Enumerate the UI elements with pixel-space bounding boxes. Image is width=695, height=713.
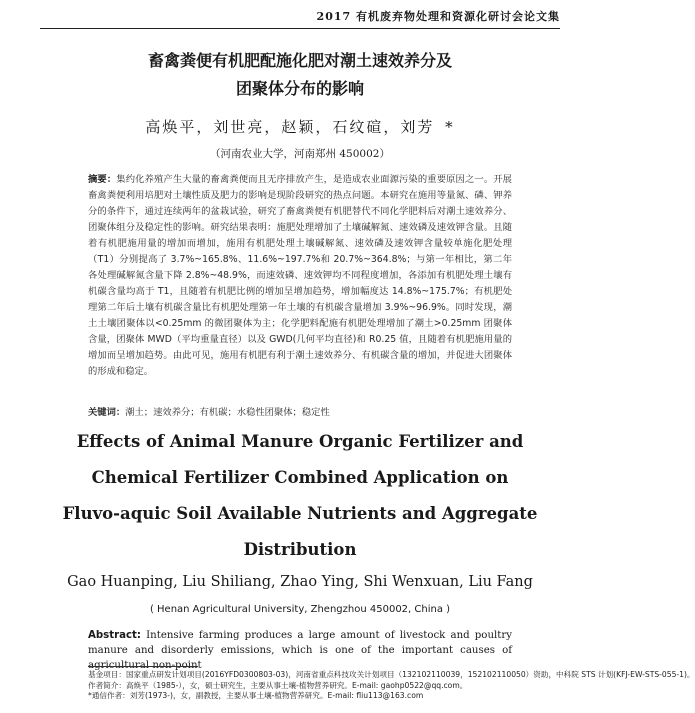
chinese-title-line-1: 畜禽粪便有机肥配施化肥对潮土速效养分及: [147, 51, 452, 70]
chinese-abstract: [88, 172, 512, 380]
chinese-keywords-text: 潮土；速效养分；有机碳；水稳性团聚体；稳定性: [125, 407, 330, 418]
footnote-fund: 基金项目：国家重点研发计划项目(2016YFD0300803-03)，河南省重点科技攻关计划项目（132102110039，152102110050）资助，中科院 STS 计划(KFJ-EW-STS-055-1)。: [88, 670, 695, 679]
footnote-author: 作者简介：高焕平（1985-），女，硕士研究生，主要从事土壤-植物营养研究。E-mail: gaohp0522@qq.com。: [88, 680, 468, 690]
chinese-keywords-label: 关键词：: [88, 407, 126, 418]
chinese-affiliation: （河南农业大学，河南郑州 450002）: [210, 148, 390, 160]
english-abstract-text: Intensive farming produces a large amount of livestock and poultry manure and disorderly emissions, which is one of the important causes of agricultural non-point: [88, 630, 512, 671]
chinese-title-line-2: 团聚体分布的影响: [235, 79, 364, 98]
running-header: 2017 有机废弃物处理和资源化研讨会论文集: [40, 6, 560, 29]
chinese-authors: 高焕平，刘世亮，赵颖，石纹碹，刘芳 *: [145, 118, 455, 136]
footnotes: [88, 670, 695, 702]
english-title-line-1: Effects of Animal Manure Organic Fertilizer and: [76, 432, 524, 451]
chinese-abstract-label: 摘要：: [88, 174, 117, 185]
chinese-keywords: [88, 404, 512, 418]
english-title-line-4: Distribution: [243, 540, 357, 559]
english-affiliation: ( Henan Agricultural University, Zhengzhou 450002, China ): [149, 604, 451, 615]
footnote-corresponding: *通信作者：刘芳(1973-)，女，副教授，主要从事土壤-植物营养研究。E-mail: fliu113@163.com: [88, 691, 424, 700]
footnote-rule: [88, 666, 198, 667]
english-title-line-2: Chemical Fertilizer Combined Application on: [91, 468, 509, 487]
english-title-line-3: Fluvo-aquic Soil Available Nutrients and Aggregate: [62, 504, 538, 523]
english-authors: Gao Huanping, Liu Shiliang, Zhao Ying, Shi Wenxuan, Liu Fang: [67, 574, 533, 590]
english-abstract-label: Abstract:: [88, 630, 141, 641]
chinese-abstract-text: 集约化养殖产生大量的畜禽粪便而且无序排放产生，是造成农业面源污染的重要原因之一。开展畜禽粪便利用培肥对土壤性质及肥力的影响是现阶段研究的热点问题。本研究在施用等量氮、磷、钾养分的条件下，通过连续两年的盆栽试验，研究了畜禽粪便有机肥替代不同化学肥料后对潮土速效养分、团聚体组分及稳定性的影响。研究结果表明：施肥处理增加了土壤碱解氮、速效磷及速效钾含量。且随着有机肥施用量的增加而增加，施用有机肥处理土壤碱解氮、速效磷及速效钾含量较单施化肥处理（T1）分别提高了 3.7%~165.8%、11.6%~197.7%和 20.7%~364.8%；与第一年相比，第二年各处理碱解氮含量下降 2.8%~48.9%，而速效磷、速效钾均不同程度增加，各添加有机肥处理土壤有机碳含量均高于 T1，且随着有机肥比例的增加呈增加趋势，增加幅度达 14.8%~175.7%；有机肥处理第二年后土壤有机碳含量比有机肥处理第一年土壤的有机碳含量增加 3.9%~96.9%。同时发现，潮土土壤团聚体以<0.25mm 的微团聚体为主；化学肥料配施有机肥处理增加了潮土>0.25mm 团聚体含量，团聚体 MWD（平均重量直径）以及 GWD(几何平均直径)和 R0.25 值，且随着有机肥施用量的增加而呈增加趋势。由此可见，施用有机肥有利于潮土速效养分、有机碳含量的增加，并促进大团聚体的形成和稳定。: [88, 174, 512, 377]
